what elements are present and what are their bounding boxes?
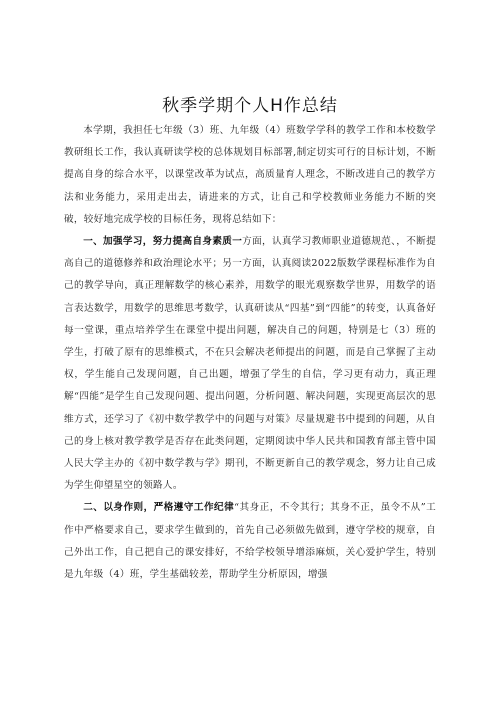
paragraph-text: 方面，认真学习教师职业道德规范、，不断提高自己的道德修养和政治理论水平；另一方面，认真阅读2022版数学课程标准作为自己的教学导向，真正理解数学的核心素养，用数学的眼光观察数学世界，用数学的语言表达数学，用数学的思维思考数学，认真研读从“四基”到“四能”的转变，认真备好每一堂课，重点培养学生在课堂中提出问题，解决自己的问题，特别是七（3）班的学生，打破了原有的思维模式，不在只会解决老师提出的问题，而是自己掌握了主动权，学生能自己发现问题，自己出题，增强了学生的自信，学习更有动力，真正理解“四能”是学生自己发现问题、提出问题，分析问题、解决问题，实现更高层次的思维方式，还学习了《初中数学教学中的问题与对策》尽量规避书中提到的问题，从自己的身上核对教学教学是否存在此类问题，定期阅读中华人民共和国教育部主管中国人民大学主办的《初中数学教与学》期刊，不断更新自己的教学观念，努力让自己成为学生仰望星空的领路人。 — [64, 236, 436, 492]
document-body — [64, 120, 436, 586]
paragraph-lead: 一、加强学习，努力提高自身素质一 — [83, 236, 243, 248]
paragraph-section-2 — [64, 497, 436, 586]
paragraph-text: 本学期，我担任七年级（3）班、九年级（4）班数学学科的教学工作和本校数学教研组长工作，我认真研读学校的总体规划目标部署,制定切实可行的目标计划，不断提高自身的综合水平，以课堂改革为试点，高质量育人理念，不断改进自己的教学方法和业务能力，采用走出去，请进来的方式，让自己和学校教师业务能力不断的突破，较好地完成学校的目标任务，现将总结如下： — [64, 125, 436, 225]
paragraph-section-1 — [64, 231, 436, 497]
paragraph-lead: 二、以身作则，严格遵守工作纪律 — [83, 502, 235, 514]
paragraph-text: “其身正，不令其行；其身不正，虽令不从”工作中严格要求自己，要求学生做到的，首先自己必须做先做到，遵守学校的规章，自己外出工作，自己把自己的课安排好，不给学校领导增添麻烦，关心爱护学生，特别是九年级（4）班，学生基础较差，帮助学生分析原因，增强 — [64, 502, 436, 581]
document-title: 秋季学期个人H作总结 — [162, 96, 338, 116]
paragraph-intro — [64, 120, 436, 231]
